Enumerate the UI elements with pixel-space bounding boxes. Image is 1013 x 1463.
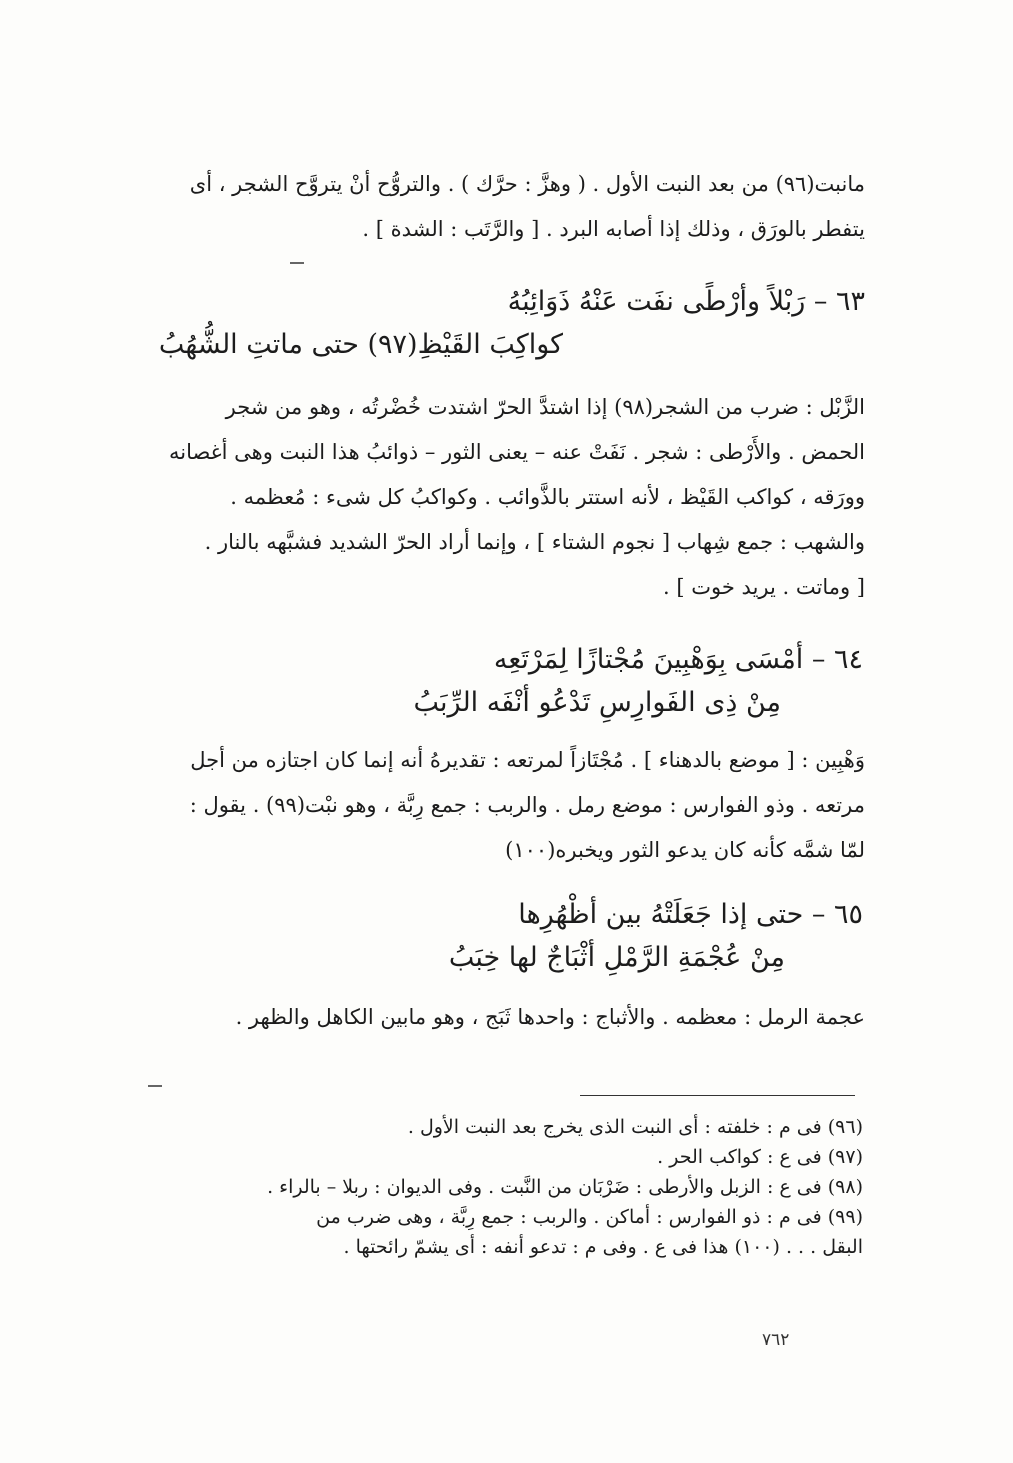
verse-64-first-hemistich [494,640,863,680]
footnote: (٩٦) فى م : خلفته : أى النبت الذى يخرج بعد النبت الأول . [407,1116,863,1138]
text-line: الحمض . والأَرْطى : شجر . نَفَتْ عنه – يعنى الثور – ذوائبُ هذا النبت وهى أغصانه [168,440,865,464]
verse-64-commentary [160,738,865,873]
ink-speck [148,1085,162,1087]
hemistich-text: رَبْلاً وأرْطًى نفَت عَنْهُ ذَوَائِبُهُ [507,286,806,317]
footnote: (٩٩) فى م : ذو الفوارس : أماكن . والربب : جمع رِبَّة ، وهى ضرب من [316,1206,863,1228]
verse-63-second-hemistich [159,325,563,365]
text-line: لمّا شمَّه كأنه كان يدعو الثور ويخبره(١٠٠) [505,838,865,862]
verse-number: ٦٥ – [811,899,863,930]
intro-paragraph [160,162,865,252]
text-line: [ وماتت . يريد خوت ] . [663,575,865,599]
hemistich-text: أمْسَى بِوَهْبِينَ مُجْتازًا لِمَرْتَعِه [493,644,804,675]
text-line: وورَقه ، كواكب القَيْظ ، لأنه استتر بالذَّوائب . وكواكبُ كل شىء : مُعظمه . [230,485,865,509]
hemistich-text: مِنْ ذِى الفَوارِسِ تَدْعُو أنْفَه الرِّبَبُ [413,687,781,718]
verse-number: ٦٤ – [811,644,863,675]
footnotes [153,1112,863,1262]
hemistich-text: كواكِبَ القَيْظِ(٩٧) حتى ماتتِ الشُّهُبُ [158,329,563,360]
footnote: (٩٧) فى ع : كواكب الحر . [657,1146,863,1168]
verse-63-first-hemistich [508,282,865,322]
text-line: مرتعه . وذو الفوارس : موضع رمل . والربب : جمع رِبَّة ، وهو نبْت(٩٩) . يقول : [189,793,865,817]
ink-speck [290,262,304,264]
text-line: وَهْبِين : [ موضع بالدهناء ] . مُجْتَازاً لمرتعه : تقديرهُ أنه إنما كان اجتازه من أجل [190,748,865,772]
hemistich-text: مِنْ عُجْمَةِ الرَّمْلِ أثْبَاجٌ لها خِبَبُ [448,942,785,973]
verse-64-second-hemistich [414,683,781,723]
verse-number: ٦٣ – [813,286,865,317]
hemistich-text: حتى إذا جَعَلَتْهُ بين أظْهُرِها [518,899,804,930]
verse-65-second-hemistich [449,938,785,978]
text-line: الزَّبْل : ضرب من الشجر(٩٨) إذا اشتدَّ الحرّ اشتدت خُضْرتُه ، وهو من شجر [225,395,865,419]
verse-65-commentary [160,995,865,1040]
footnote: (٩٨) فى ع : الزبل والأرطى : ضَرْبَان من النَّبت . وفى الديوان : ربلا – بالراء . [267,1176,863,1198]
footnote: البقل . . . (١٠٠) هذا فى ع . وفى م : تدعو أنفه : أى يشمّ رائحتها . [343,1236,863,1258]
footnote-separator [580,1095,855,1096]
text-line: والشهب : جمع شِهاب [ نجوم الشتاء ] ، وإنما أراد الحرّ الشديد فشبَّهه بالنار . [204,530,865,554]
text-line: مانبت(٩٦) من بعد النبت الأول . ( وهزَّ : حرَّك ) . والتروُّح أنْ يتروَّح الشجر ، أى [189,172,865,196]
verse-63-commentary [160,385,865,610]
page-number: ٧٦٢ [762,1330,790,1350]
verse-65-first-hemistich [518,895,863,935]
text-line: يتفطر بالورَق ، وذلك إذا أصابه البرد . [ والرَّتَب : الشدة ] . [362,217,865,241]
text-line: عجمة الرمل : معظمه . والأثباج : واحدها ثَبَج ، وهو مابين الكاهل والظهر . [235,1005,865,1029]
